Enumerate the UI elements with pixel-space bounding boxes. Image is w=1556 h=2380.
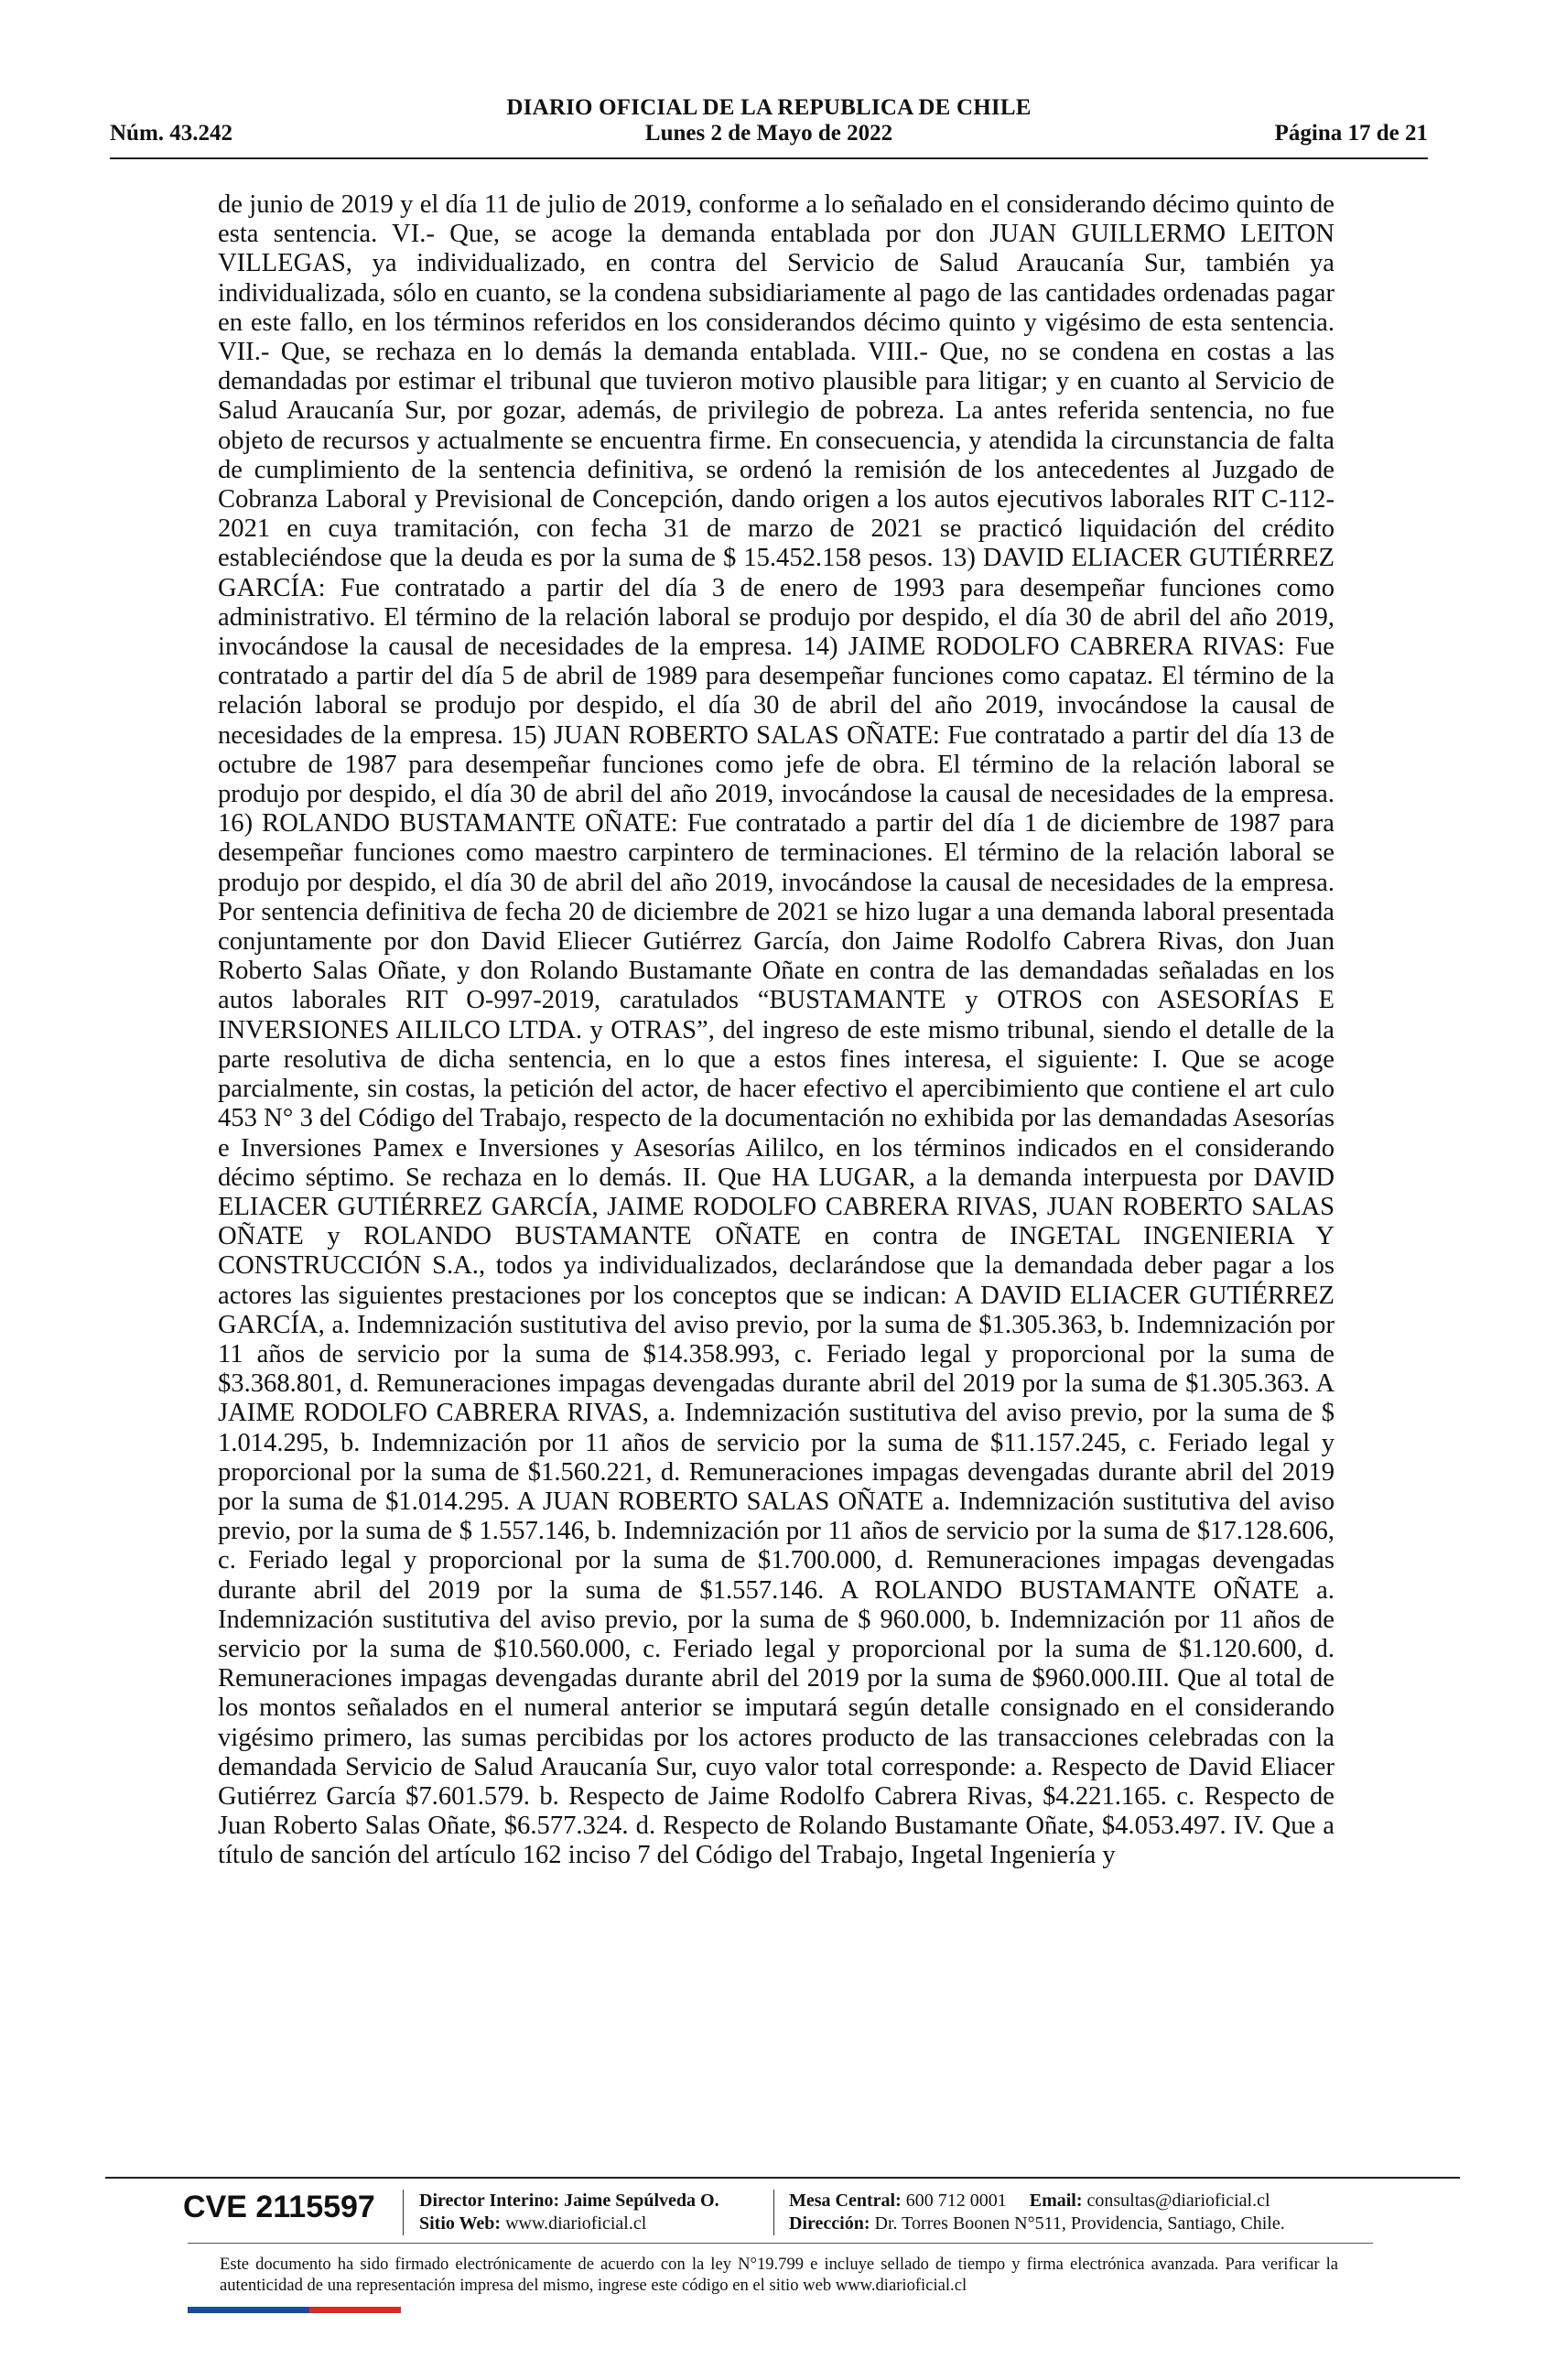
address-label: Dirección:: [789, 2213, 870, 2234]
footer-divider: [105, 2177, 1460, 2179]
mesa-phone: 600 712 0001: [905, 2191, 1007, 2211]
web-label: Sitio Web:: [419, 2213, 502, 2234]
mesa-label: Mesa Central:: [789, 2191, 902, 2211]
footer-director-block: [419, 2190, 719, 2235]
email-link[interactable]: consultas@diarioficial.cl: [1086, 2191, 1270, 2211]
director-name: Jaime Sepúlveda O.: [564, 2191, 719, 2211]
footer-divider-secondary: [188, 2243, 1373, 2244]
flag-stripe-red: [309, 2307, 401, 2313]
footer-contact-block: [789, 2190, 1285, 2235]
email-label: Email:: [1029, 2191, 1083, 2211]
address-value: Dr. Torres Boonen N°511, Providencia, Santiago, Chile.: [874, 2213, 1285, 2234]
page-header: [110, 92, 1428, 156]
publication-title: DIARIO OFICIAL DE LA REPUBLICA DE CHILE: [506, 95, 1032, 120]
director-label: Director Interino:: [419, 2191, 560, 2211]
cve-code: CVE 2115597: [183, 2190, 375, 2224]
issue-number: Núm. 43.242: [110, 121, 233, 146]
flag-stripe-blue: [188, 2307, 309, 2313]
page-number: Página 17 de 21: [1274, 121, 1428, 146]
web-link[interactable]: www.diarioficial.cl: [505, 2213, 647, 2234]
footer-separator: [773, 2190, 774, 2235]
issue-date: Lunes 2 de Mayo de 2022: [644, 121, 893, 146]
header-divider: [110, 157, 1428, 159]
document-body: de junio de 2019 y el día 11 de julio de 2019, conforme a lo señalado en el considerando décimo quinto de esta sentencia. VI.- Que, se acoge la demanda entablada por don JUAN GUILLERMO LEITON VILLEGAS, ya individualizado, en contra del Servicio de Salud Araucanía Sur, también ya individualizada, sólo en cuanto, se la condena subsidiariamente al pago de las cantidades ordenadas pagar en este fallo, en los términos referidos en los considerandos décimo quinto y vigésimo de esta sentencia. VII.- Que, se rechaza en lo demás la demanda entablada. VIII.- Que, no se condena en costas a las demandadas por estimar el tribunal que tuvieron motivo plausible para litigar; y en cuanto al Servicio de Salud Araucanía Sur, por gozar, además, de privilegio de pobreza. La antes referida sentencia, no fue objeto de recursos y actualmente se encuentra firme. En consecuencia, y atendida la circunstancia de falta de cumplimiento de la sentencia definitiva, se ordenó la remisión de los antecedentes al Juzgado de Cobranza Laboral y Previsional de Concepción, dando origen a los autos ejecutivos laborales RIT C-112-2021 en cuya tramitación, con fecha 31 de marzo de 2021 se practicó liquidación del crédito estableciéndose que la deuda es por la suma de $ 15.452.158 pesos. 13) DAVID ELIACER GUTIÉRREZ GARCÍA: Fue contratado a partir del día 3 de enero de 1993 para desempeñar funciones como administrativo. El término de la relación laboral se produjo por despido, el día 30 de abril del año 2019, invocándose la causal de necesidades de la empresa. 14) JAIME RODOLFO CABRERA RIVAS: Fue contratado a partir del día 5 de abril de 1989 para desempeñar funciones como capataz. El término de la relación laboral se produjo por despido, el día 30 de abril del año 2019, invocándose la causal de necesidades de la empresa. 15) JUAN ROBERTO SALAS OÑATE: Fue contratado a partir del día 13 de octubre de 1987 para desempeñar funciones como jefe de obra. El término de la relación laboral se produjo por despido, el día 30 de abril del año 2019, invocándose la causal de necesidades de la empresa. 16) ROLANDO BUSTAMANTE OÑATE: Fue contratado a partir del día 1 de diciembre de 1987 para desempeñar funciones como maestro carpintero de terminaciones. El término de la relación laboral se produjo por despido, el día 30 de abril del año 2019, invocándose la causal de necesidades de la empresa. Por sentencia definitiva de fecha 20 de diciembre de 2021 se hizo lugar a una demanda laboral presentada conjuntamente por don David Eliecer Gutiérrez García, don Jaime Rodolfo Cabrera Rivas, don Juan Roberto Salas Oñate, y don Rolando Bustamante Oñate en contra de las demandadas señaladas en los autos laborales RIT O-997-2019, caratulados “BUSTAMANTE y OTROS con ASESORÍAS E INVERSIONES AILILCO LTDA. y OTRAS”, del ingreso de este mismo tribunal, siendo el detalle de la parte resolutiva de dicha sentencia, en lo que a estos fines interesa, el siguiente: I. Que se acoge parcialmente, sin costas, la petición del actor, de hacer efectivo el apercibimiento que contiene el art culo 453 N° 3 del Código del Trabajo, respecto de la documentación no exhibida por las demandadas Asesorías e Inversiones Pamex e Inversiones y Asesorías Aililco, en los términos indicados en el considerando décimo séptimo. Se rechaza en lo demás. II. Que HA LUGAR, a la demanda interpuesta por DAVID ELIACER GUTIÉRREZ GARCÍA, JAIME RODOLFO CABRERA RIVAS, JUAN ROBERTO SALAS OÑATE y ROLANDO BUSTAMANTE OÑATE en contra de INGETAL INGENIERIA Y CONSTRUCCIÓN S.A., todos ya individualizados, declarándose que la demandada deber pagar a los actores las siguientes prestaciones por los conceptos que se indican: A DAVID ELIACER GUTIÉRREZ GARCÍA, a. Indemnización sustitutiva del aviso previo, por la suma de $1.305.363, b. Indemnización por 11 años de servicio por la suma de $14.358.993, c. Feriado legal y proporcional por la suma de $3.368.801, d. Remuneraciones impagas devengadas durante abril del 2019 por la suma de $1.305.363. A JAIME RODOLFO CABRERA RIVAS, a. Indemnización sustitutiva del aviso previo, por la suma de $ 1.014.295, b. Indemnización por 11 años de servicio por la suma de $11.157.245, c. Feriado legal y proporcional por la suma de $1.560.221, d. Remuneraciones impagas devengadas durante abril del 2019 por la suma de $1.014.295. A JUAN ROBERTO SALAS OÑATE a. Indemnización sustitutiva del aviso previo, por la suma de $ 1.557.146, b. Indemnización por 11 años de servicio por la suma de $17.128.606, c. Feriado legal y proporcional por la suma de $1.700.000, d. Remuneraciones impagas devengadas durante abril del 2019 por la suma de $1.557.146. A ROLANDO BUSTAMANTE OÑATE a. Indemnización sustitutiva del aviso previo, por la suma de $ 960.000, b. Indemnización por 11 años de servicio por la suma de $10.560.000, c. Feriado legal y proporcional por la suma de $1.120.600, d. Remuneraciones impagas devengadas durante abril del 2019 por la suma de $960.000.III. Que al total de los montos señalados en el numeral anterior se imputará según detalle consignado en el considerando vigésimo primero, las sumas percibidas por los actores producto de las transacciones celebradas con la demandada Servicio de Salud Araucanía Sur, cuyo valor total corresponde: a. Respecto de David Eliacer Gutiérrez García $7.601.579. b. Respecto de Jaime Rodolfo Cabrera Rivas, $4.221.165. c. Respecto de Juan Roberto Salas Oñate, $6.577.324. d. Respecto de Rolando Bustamante Oñate, $4.053.497. IV. Que a título de sanción del artículo 162 inciso 7 del Código del Trabajo, Ingetal Ingeniería y: [218, 190, 1342, 1870]
footer-separator: [403, 2190, 404, 2235]
signature-note: Este documento ha sido firmado electrónicamente de acuerdo con la ley N°19.799 e incluye sellado de tiempo y firma electrónica avanzada. Para verificar la autenticidad de una representación impresa del mismo, ingrese este código en el sitio web www.diarioficial.cl: [220, 2255, 1338, 2295]
